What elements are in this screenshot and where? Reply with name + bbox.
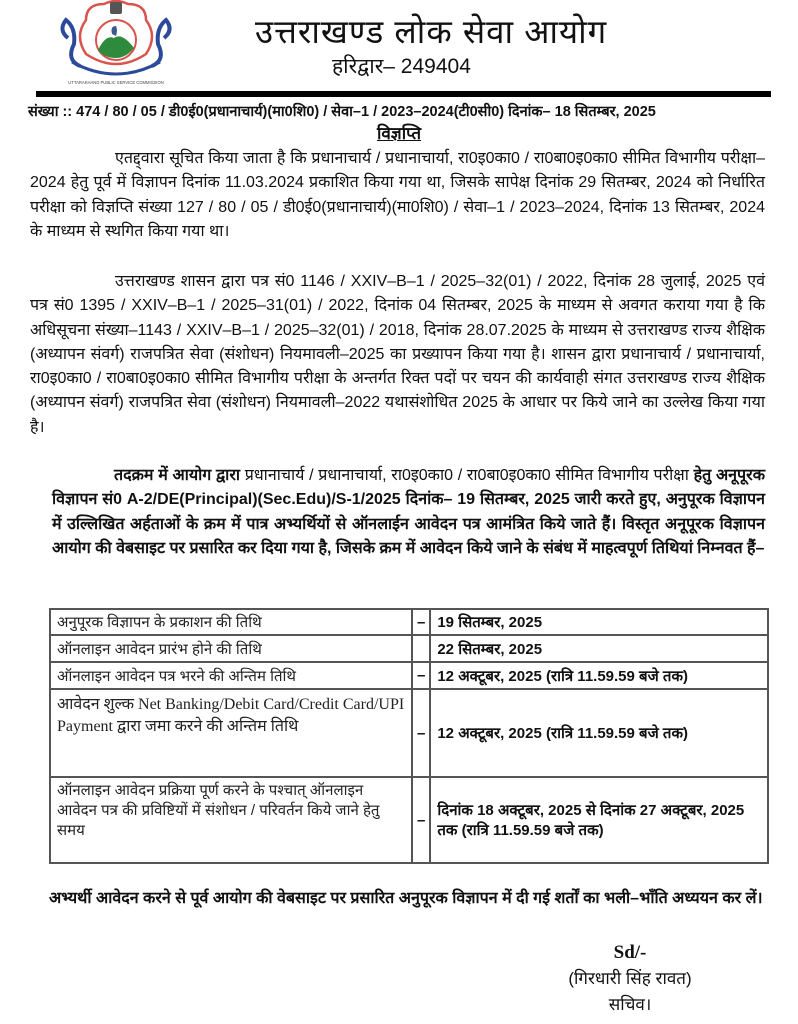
signatory-name: (गिरधारी सिंह रावत) [568,969,692,988]
row-label: अनुपूरक विज्ञापन के प्रकाशन की तिथि [50,609,412,635]
table-row [50,689,768,777]
organization-name: उत्तराखण्ड लोक सेवा आयोग [255,13,608,50]
svg-text:UTTARAKHAND PUBLIC SERVICE COM: UTTARAKHAND PUBLIC SERVICE COMMISSION [68,80,164,85]
row-dash: – [412,662,430,689]
row-value: दिनांक 18 अक्टूबर, 2025 से दिनांक 27 अक्टूबर, 2025 तक (रात्रि 11.59.59 बजे तक) [430,777,768,863]
paragraph-3-text [52,464,765,561]
paragraph-1 [30,147,765,244]
important-dates-table [49,608,769,864]
reference-number: संख्या :: 474 / 80 / 05 / डी0ई0(प्रधानाचार्य)(मा0शि0) / सेवा–1 / 2023–2024(टी0सी0) दिनांक– 18 सितम्बर, 2025 [28,104,656,120]
organization-city: हरिद्वार– 249404 [332,55,471,78]
emblem-icon [46,0,186,88]
table-row [50,609,768,635]
signatory-designation: सचिव। [608,995,652,1014]
notice-title: विज्ञप्ति [376,124,422,143]
row-label: ऑनलाइन आवेदन पत्र भरने की अन्तिम तिथि [50,662,412,689]
paragraph-3-bold-rest: हेतु अनूपूरक विज्ञापन सं0 A-2/DE(Principal)(Sec.Edu)/S-1/2025 दिनांक– 19 सितम्बर, 2025 जारी करते हुए, अनुपूरक विज्ञापन में उल्लिखित अर्हताओं के क्रम में पात्र अभ्यर्थियों से ऑनलाईन आवेदन पत्र आमंत्रित किये जाते हैं। विस्तृत अनूपूरक विज्ञापन आयोग की वेबसाइट पर प्रसारित कर दिया गया है, जिसके क्रम में आवेदन किये जाने के संबंध में माहत्वपूर्ण तिथियां निम्नवत हैं– [52,467,765,557]
row-value: 12 अक्टूबर, 2025 (रात्रि 11.59.59 बजे तक) [430,689,768,777]
table-row [50,777,768,863]
paragraph-3-bold-start: तदक्रम में आयोग द्वारा [114,467,241,484]
commission-logo [46,0,186,88]
row-dash: – [412,689,430,777]
header-rule [36,91,771,97]
table-row [50,635,768,662]
row-label: आवेदन शुल्क Net Banking/Debit Card/Credit Card/UPI Payment द्वारा जमा करने की अन्तिम तिथि [50,689,412,777]
paragraph-1-text: एतद्द्वारा सूचित किया जाता है कि प्रधानाचार्य / प्रधानाचार्या, रा0इ0का0 / रा0बा0इ0का0 सीमित विभागीय परीक्षा–2024 हेतु पूर्व में विज्ञापन दिनांक 11.03.2024 प्रकाशित किया गया था, जिसके सापेक्ष दिनांक 29 सितम्बर, 2024 को निर्धारित परीक्षा को विज्ञप्ति संख्या 127 / 80 / 05 / डी0ई0(प्रधानाचार्य)(मा0शि0) / सेवा–1 / 2023–2024, दिनांक 13 सितम्बर, 2024 के माध्यम से स्थगित किया गया था। [30,150,765,240]
row-dash: – [412,609,430,635]
row-value: 19 सितम्बर, 2025 [430,609,768,635]
row-label: ऑनलाइन आवेदन प्रक्रिया पूर्ण करने के पश्चात् ऑनलाइन आवेदन पत्र की प्रविष्टियों में संशोधन / परिवर्तन किये जाने हेतु समय [50,777,412,863]
row-value: 12 अक्टूबर, 2025 (रात्रि 11.59.59 बजे तक) [430,662,768,689]
closing-note: अभ्यर्थी आवेदन करने से पूर्व आयोग की वेबसाइट पर प्रसारित अनुपूरक विज्ञापन में दी गई शर्तों का भली–भाँति अध्ययन कर लें। [49,890,763,907]
paragraph-3 [52,464,765,561]
row-label: ऑनलाइन आवेदन प्रारंभ होने की तिथि [50,635,412,662]
row-dash: – [412,777,430,863]
signature-sd: Sd/- [613,942,647,963]
paragraph-3-normal: प्रधानाचार्य / प्रधानाचार्या, रा0इ0का0 / रा0बा0इ0का0 सीमित विभागीय परीक्षा [240,467,694,484]
row-dash [412,635,430,662]
table-row [50,662,768,689]
row-value: 22 सितम्बर, 2025 [430,635,768,662]
paragraph-2-text: उत्तराखण्ड शासन द्वारा पत्र सं0 1146 / XXIV–B–1 / 2025–32(01) / 2022, दिनांक 28 जुलाई, 2025 एवं पत्र सं0 1395 / XXIV–B–1 / 2025–31(01) / 2022, दिनांक 04 सितम्बर, 2025 के माध्यम से अवगत कराया गया है कि अधिसूचना संख्या–1143 / XXIV–B–1 / 2025–32(01) / 2018, दिनांक 28.07.2025 के माध्यम से उत्तराखण्ड राज्य शैक्षिक (अध्यापन संवर्ग) राजपत्रित सेवा (संशोधन) नियमावली–2025 का प्रख्यापन किया गया है। शासन द्वारा प्रधानाचार्य / प्रधानाचार्या, रा0इ0का0 / रा0बा0इ0का0 सीमित विभागीय परीक्षा के अन्तर्गत रिक्त पदों पर चयन की कार्यवाही संगत उत्तराखण्ड राज्य शैक्षिक (अध्यापन संवर्ग) राजपत्रित सेवा (संशोधन) नियमावली–2022 यथासंशोधित 2025 के आधार पर किये जाने का उल्लेख किया गया है। [30,273,765,436]
paragraph-2 [30,270,765,440]
